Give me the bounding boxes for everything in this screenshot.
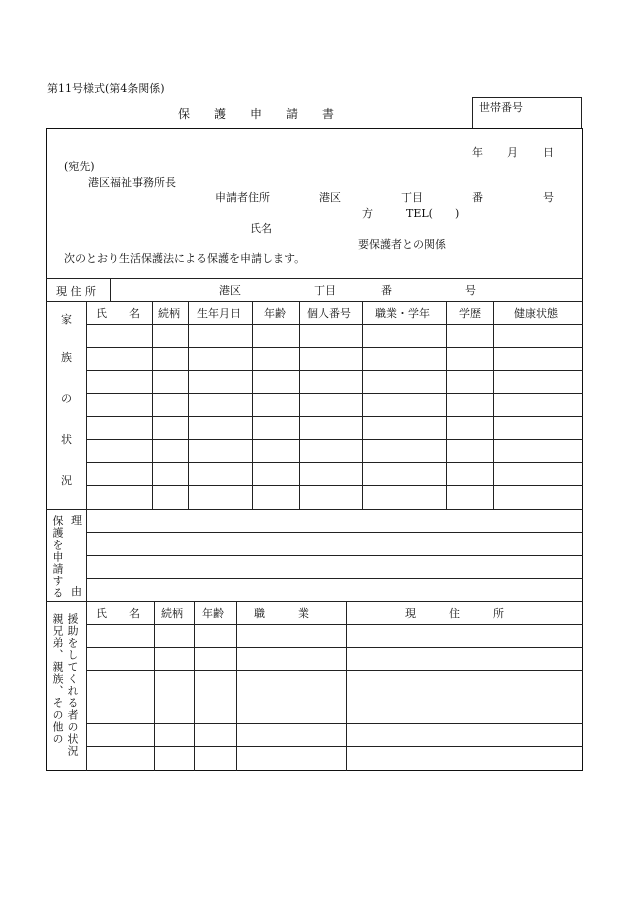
support-label-right: 援助をしてくれる者の状況 [66,613,79,757]
household-number-label: 世帯番号 [479,101,523,114]
date-day: 日 [543,146,554,159]
reason-line[interactable] [86,532,583,533]
family-header-health: 健康状態 [514,307,558,320]
family-header-name: 氏 名 [96,307,140,320]
applicant-go[interactable]: 号 [543,191,554,204]
applicant-kata[interactable]: 方 [362,207,373,220]
applicant-chome[interactable]: 丁目 [401,191,423,204]
date-year: 年 [472,146,483,159]
support-header-occupation: 職 業 [254,607,309,620]
current-address-go[interactable]: 号 [465,284,476,297]
family-label-char: 況 [61,474,72,487]
family-header-age: 年齢 [264,307,286,320]
family-header-relation: 続柄 [158,307,180,320]
application-statement: 次のとおり生活保護法による保護を申請します。 [64,252,306,265]
support-header-age: 年齢 [202,607,224,620]
applicant-relation-label: 要保護者との関係 [358,238,446,251]
family-label-char: 状 [61,433,72,446]
current-address-chome[interactable]: 丁目 [314,284,336,297]
current-address-ban[interactable]: 番 [381,284,392,297]
family-header-birthdate: 生年月日 [197,307,241,320]
family-label-char: 家 [61,313,72,326]
support-header-relation: 続柄 [161,607,183,620]
date-month: 月 [507,146,518,159]
form-title: 保 護 申 請 書 [178,107,341,121]
applicant-ban[interactable]: 番 [472,191,483,204]
support-label-left: 親兄弟、親族、その他の [51,613,64,745]
reason-label-top: 理 [71,514,82,527]
family-header-education: 学歴 [459,307,481,320]
applicant-ward[interactable]: 港区 [319,191,341,204]
family-header-individual-number: 個人番号 [307,307,351,320]
current-address-ward[interactable]: 港区 [219,284,241,297]
applicant-name-label: 氏名 [250,222,272,235]
reason-label-bottom: 由 [71,585,82,598]
support-header-name: 氏 名 [96,607,140,620]
applicant-tel[interactable]: TEL( ) [406,207,460,220]
current-address-label: 現 住 所 [56,285,96,298]
reason-line[interactable] [86,578,583,579]
reason-label: 保護を申請する [51,515,64,599]
family-label-char: 族 [61,351,72,364]
family-label-char: の [61,392,72,405]
family-header-occupation: 職業・学年 [375,307,430,320]
reason-line[interactable] [86,555,583,556]
addressee-line2: 港区福祉事務所長 [88,176,176,189]
support-header-address: 現 住 所 [405,607,504,620]
form-frame [46,128,583,771]
form-number: 第11号様式(第4条関係) [47,82,165,95]
household-number-box[interactable] [472,97,582,129]
applicant-address-label: 申請者住所 [215,191,270,204]
addressee-line1: (宛先) [64,160,95,173]
